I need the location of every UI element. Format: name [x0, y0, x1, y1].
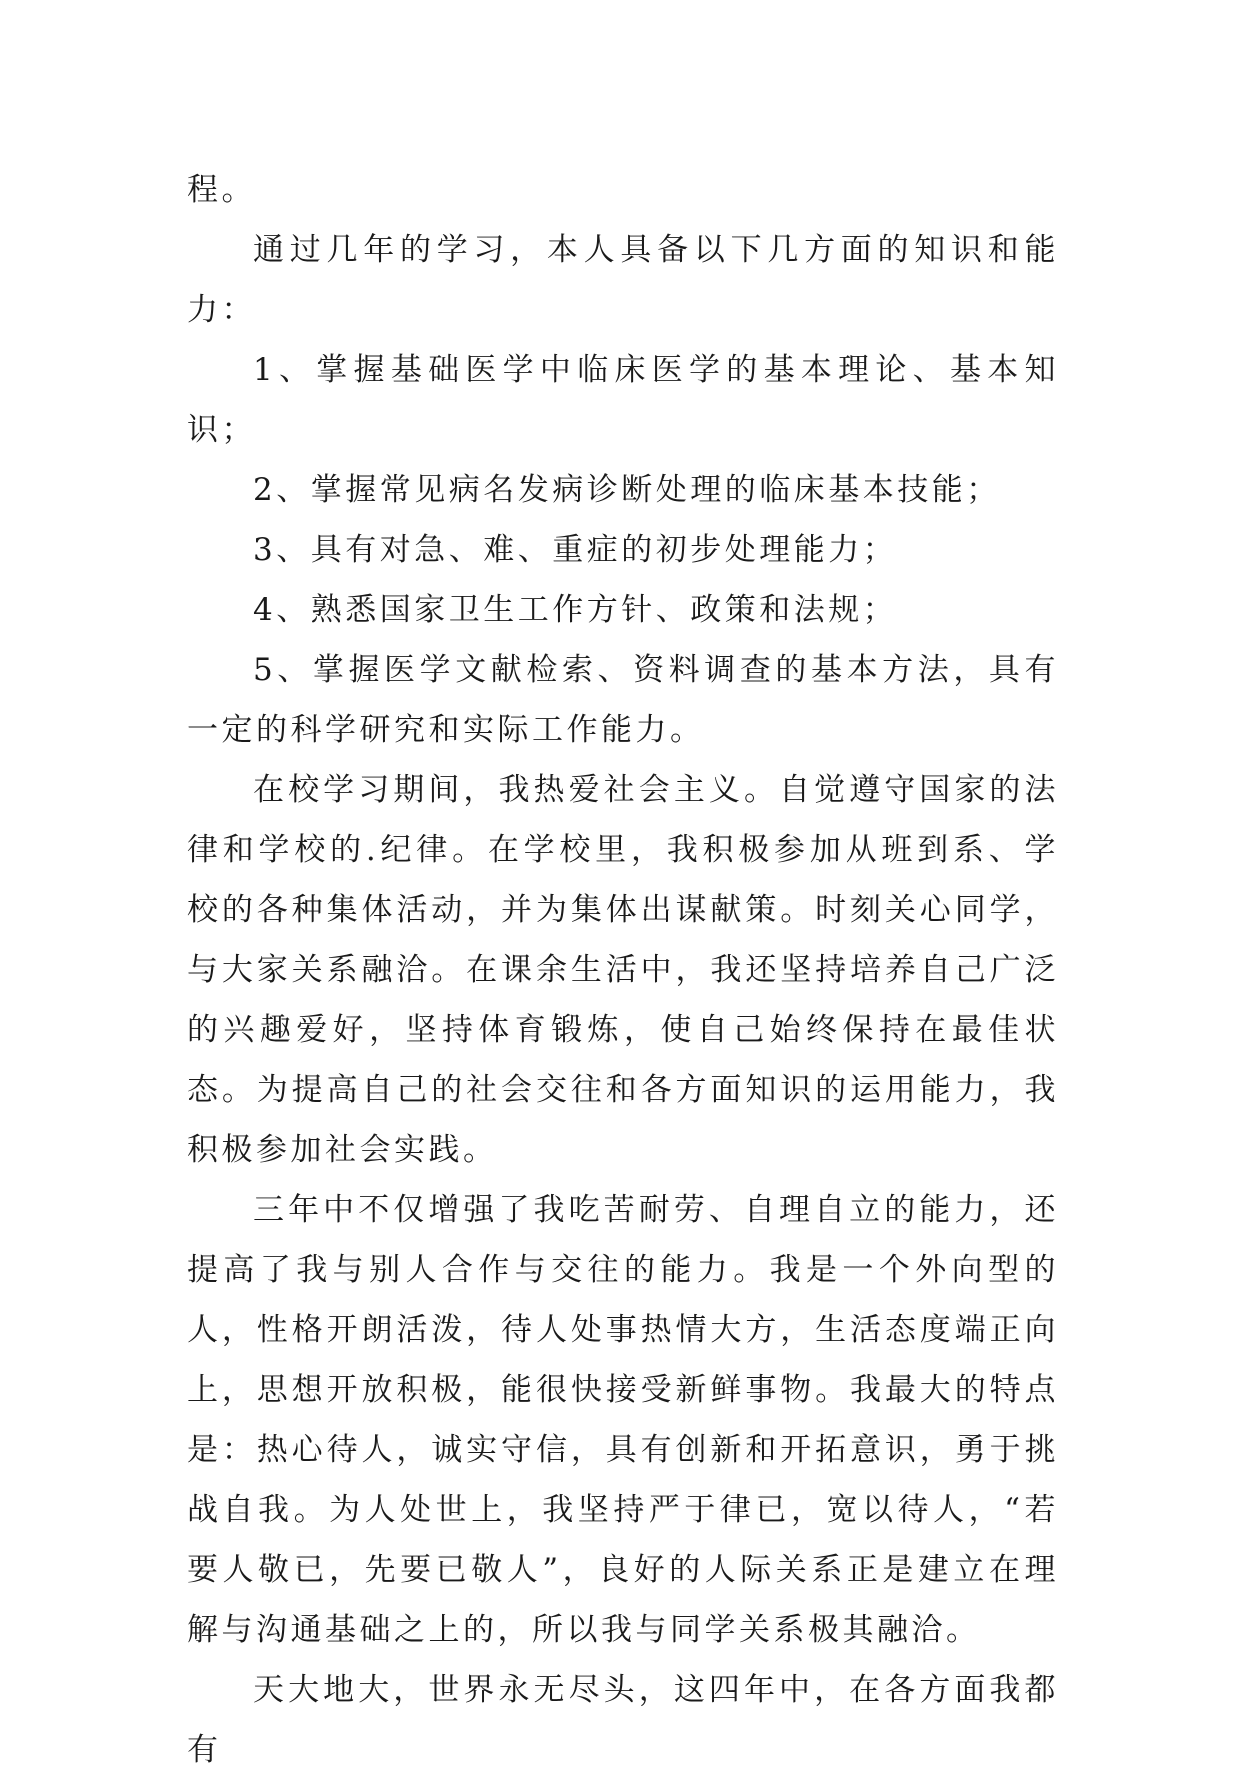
list-item-4: 4、熟悉国家卫生工作方针、政策和法规； [253, 592, 898, 628]
paragraph-personality: 三年中不仅增强了我吃苦耐劳、自理自立的能力，还提高了我与别人合作与交往的能力。我是一个外向型的人，性格开朗活泼，待人处事热情大方，生活态度端正向上，思想开放积极，能很快接受新鲜事物。我最大的特点是：热心待人，诚实守信，具有创新和开拓意识，勇于挑战自我。为人处世上，我坚持严于律已，宽以待人，“若要人敬已，先要已敬人”，良好的人际关系正是建立在理解与沟通基础之上的，所以我与同学关系极其融洽。 [187, 1192, 1059, 1648]
list-item-3: 3、具有对急、难、重症的初步处理能力； [253, 532, 898, 568]
paragraph-intro: 通过几年的学习，本人具备以下几方面的知识和能力： [187, 232, 1059, 328]
paragraph-school-life: 在校学习期间，我热爱社会主义。自觉遵守国家的法律和学校的.纪律。在学校里，我积极参加从班到系、学校的各种集体活动，并为集体出谋献策。时刻关心同学，与大家关系融洽。在课余生活中，我还坚持培养自己广泛的兴趣爱好，坚持体育锻炼，使自己始终保持在最佳状态。为提高自己的社会交往和各方面知识的运用能力，我积极参加社会实践。 [187, 772, 1059, 1168]
list-item-2: 2、掌握常见病名发病诊断处理的临床基本技能； [253, 472, 1001, 508]
document-body [187, 160, 1059, 1780]
paragraph-continuation: 程。 [187, 172, 256, 208]
list-item-5: 5、掌握医学文献检索、资料调查的基本方法，具有一定的科学研究和实际工作能力。 [187, 652, 1059, 748]
list-item-1: 1、掌握基础医学中临床医学的基本理论、基本知识； [187, 352, 1059, 448]
paragraph-closing: 天大地大，世界永无尽头，这四年中，在各方面我都有 [187, 1672, 1059, 1768]
